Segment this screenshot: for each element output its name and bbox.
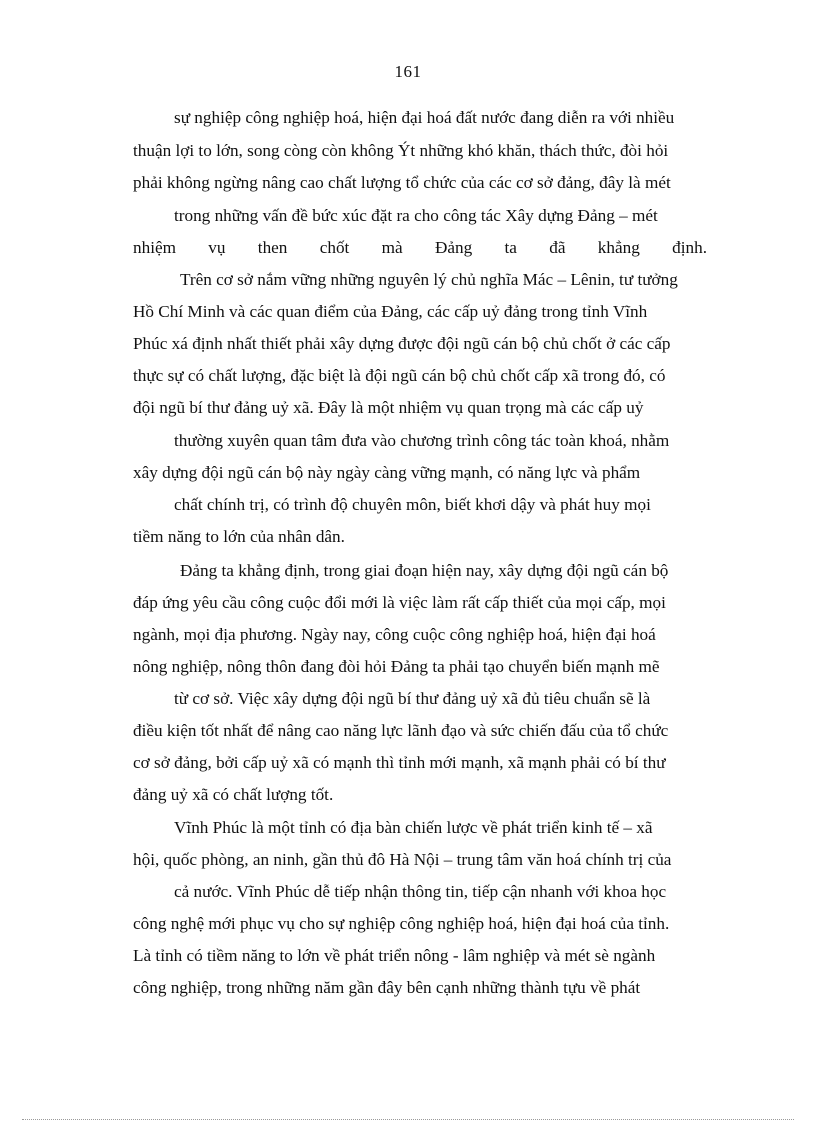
- text-line: Hồ Chí Minh và các quan điểm của Đảng, các cấp uỷ đảng trong tỉnh Vĩnh: [133, 302, 648, 321]
- text-line: đảng uỷ xã có chất lượng tốt.: [133, 785, 334, 804]
- text-line: chất chính trị, có trình độ chuyên môn, biết khơi dậy và phát huy mọi: [174, 495, 651, 514]
- text-line: xây dựng đội ngũ cán bộ này ngày càng vững mạnh, có năng lực và phẩm: [133, 463, 641, 482]
- text-line: Trên cơ sở nắm vững những nguyên lý chủ nghĩa Mác – Lênin, tư tưởng: [180, 270, 678, 289]
- text-line: từ cơ sở. Việc xây dựng đội ngũ bí thư đảng uỷ xã đủ tiêu chuẩn sẽ là: [174, 689, 651, 708]
- text-line: nông nghiệp, nông thôn đang đòi hỏi Đảng ta phải tạo chuyển biến mạnh mẽ: [133, 657, 660, 676]
- text-line: Vĩnh Phúc là một tỉnh có địa bàn chiến lược về phát triển kinh tế – xã: [174, 818, 653, 837]
- text-line: đáp ứng yêu cầu công cuộc đổi mới là việc làm rất cấp thiết của mọi cấp, mọi: [133, 593, 666, 612]
- text-line: thuận lợi to lớn, song còng còn không Ýt những khó khăn, thách thức, đòi hỏi: [133, 141, 669, 160]
- text-line: phải không ngừng nâng cao chất lượng tổ chức của các cơ sở đảng, đây là mét: [133, 173, 671, 192]
- text-line: Đảng ta khẳng định, trong giai đoạn hiện nay, xây dựng đội ngũ cán bộ: [180, 561, 669, 580]
- text-line: cơ sở đảng, bởi cấp uỷ xã có mạnh thì tỉnh mới mạnh, xã mạnh phải có bí thư: [133, 753, 666, 772]
- text-line: trong những vấn đề bức xúc đặt ra cho công tác Xây dựng Đảng – mét: [174, 206, 658, 225]
- text-line: thực sự có chất lượng, đặc biệt là đội ngũ cán bộ chủ chốt cấp xã trong đó, có: [133, 366, 666, 385]
- text-line: Phúc xá định nhất thiết phải xây dựng được đội ngũ cán bộ chủ chốt ở các cấp: [133, 334, 671, 353]
- text-line: thường xuyên quan tâm đưa vào chương trình công tác toàn khoá, nhằm: [174, 431, 670, 450]
- text-line: nhiệm vụ then chốt mà Đảng ta đã khẳng định.: [133, 238, 707, 257]
- text-line: công nghệ mới phục vụ cho sự nghiệp công nghiệp hoá, hiện đại hoá của tỉnh.: [133, 914, 670, 933]
- page-number: 161: [394, 62, 422, 81]
- bottom-divider: [22, 1119, 794, 1120]
- text-line: Là tỉnh có tiềm năng to lớn về phát triển nông - lâm nghiệp và mét sè ngành: [133, 946, 656, 965]
- text-line: công nghiệp, trong những năm gần đây bên cạnh những thành tựu về phát: [133, 978, 641, 997]
- text-line: hội, quốc phòng, an ninh, gần thủ đô Hà Nội – trung tâm văn hoá chính trị của: [133, 850, 672, 869]
- text-line: đội ngũ bí thư đảng uỷ xã. Đây là một nhiệm vụ quan trọng mà các cấp uỷ: [133, 398, 644, 417]
- text-line: tiềm năng to lớn của nhân dân.: [133, 527, 345, 546]
- text-line: ngành, mọi địa phương. Ngày nay, công cuộc công nghiệp hoá, hiện đại hoá: [133, 625, 656, 644]
- text-line: sự nghiệp công nghiệp hoá, hiện đại hoá đất nước đang diễn ra với nhiều: [174, 108, 675, 127]
- text-line: cả nước. Vĩnh Phúc dễ tiếp nhận thông tin, tiếp cận nhanh với khoa học: [174, 882, 667, 901]
- text-line: điều kiện tốt nhất để nâng cao năng lực lãnh đạo và sức chiến đấu của tổ chức: [133, 721, 669, 740]
